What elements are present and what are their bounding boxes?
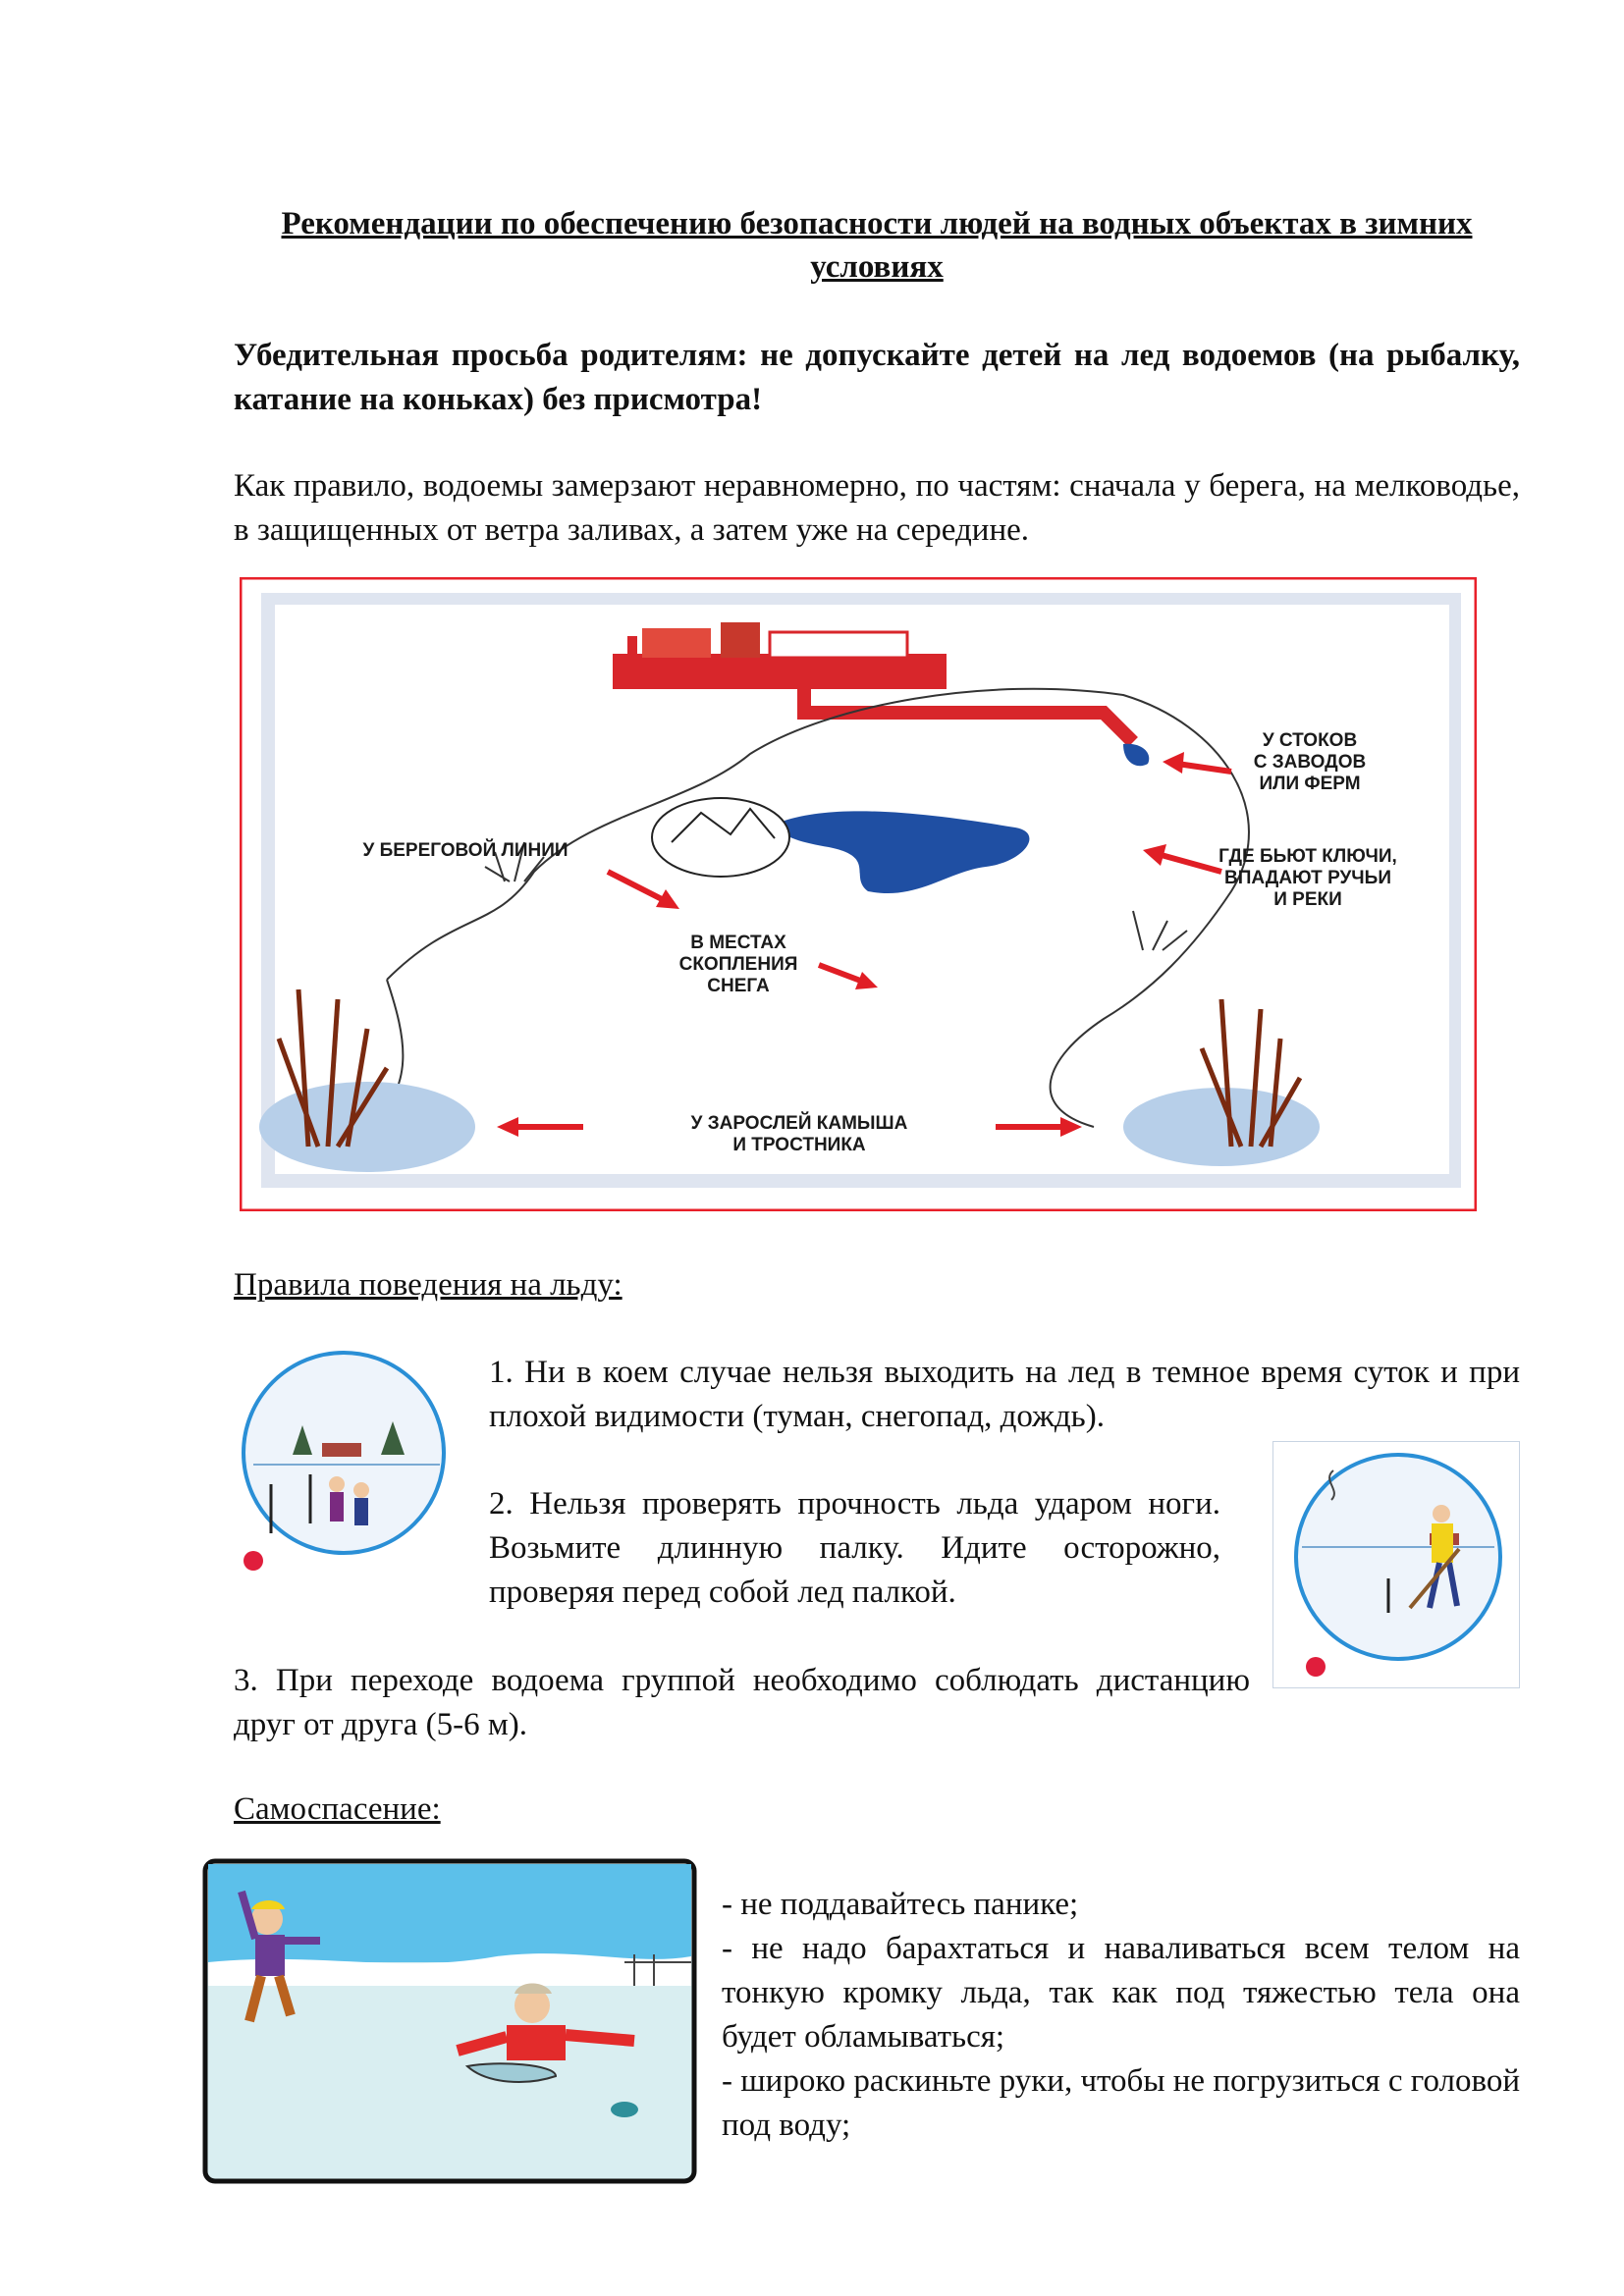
label-outflows-2: С ЗАВОДОВ [1253,752,1367,773]
label-snow-3: СНЕГА [707,976,770,996]
label-snow-1: В МЕСТАХ [690,933,786,953]
label-reeds-2: И ТРОСТНИКА [732,1135,866,1155]
bullet-dot [244,1551,263,1571]
intro-paragraph: Как правило, водоемы замерзают неравномерно, по частям: сначала у берега, на мелководье, в защищенных от ветра заливах, а затем уже на середине. [234,468,1520,548]
self-rescue-item: - не поддавайтесь панике; [722,1887,1079,1922]
rule-3: 3. При переходе водоема группой необходимо соблюдать дистанцию друг от друга (5-6 м). [234,1663,1250,1742]
document-title: Рекомендации по обеспечению безопасности людей на водных объектах в зимних условиях [281,206,1473,285]
self-rescue-item: - широко раскиньте руки, чтобы не погрузиться с головой под воду; [722,2063,1520,2143]
rule-2: 2. Нельзя проверять прочность льда ударом ноги. Возьмите длинную палку. Идите осторожно, проверяя перед собой лед палкой. [489,1486,1220,1610]
ice-testing-illustration [1272,1441,1520,1688]
self-rescue-list [722,1883,1520,2148]
label-springs-3: И РЕКИ [1273,889,1342,910]
label-snow-2: СКОПЛЕНИЯ [678,954,798,975]
snow-bush-icon [652,798,789,877]
thin-ice-diagram [240,577,1477,1211]
self-rescue-item: - не надо барахтаться и наваливаться всем телом на тонкую кромку льда, так как под тяжестью тела она будет обламываться; [722,1931,1520,2055]
parents-appeal: Убедительная просьба родителям: не допускайте детей на лед водоемов (на рыбалку, катание на коньках) без присмотра! [234,338,1520,417]
label-springs-2: ВПАДАЮТ РУЧЬИ [1224,868,1391,888]
children-walking-illustration [234,1337,460,1592]
label-springs-1: ГДЕ БЬЮТ КЛЮЧИ, [1218,846,1397,867]
rule-1: 1. Ни в коем случае нельзя выходить на лед в темное время суток и при плохой видимости (туман, снегопад, дождь). [489,1355,1520,1434]
label-outflows-1: У СТОКОВ [1262,730,1358,751]
label-shore: У БЕРЕГОВОЙ ЛИНИИ [362,840,568,861]
self-rescue-heading: Самоспасение: [234,1791,441,1827]
label-reeds-1: У ЗАРОСЛЕЙ КАМЫША [690,1113,908,1134]
rules-heading: Правила поведения на льду: [234,1267,623,1303]
label-outflows-3: ИЛИ ФЕРМ [1259,774,1361,794]
bullet-dot [1306,1657,1326,1677]
factory-icon [613,622,947,689]
fallen-through-ice-illustration [202,1858,697,2184]
